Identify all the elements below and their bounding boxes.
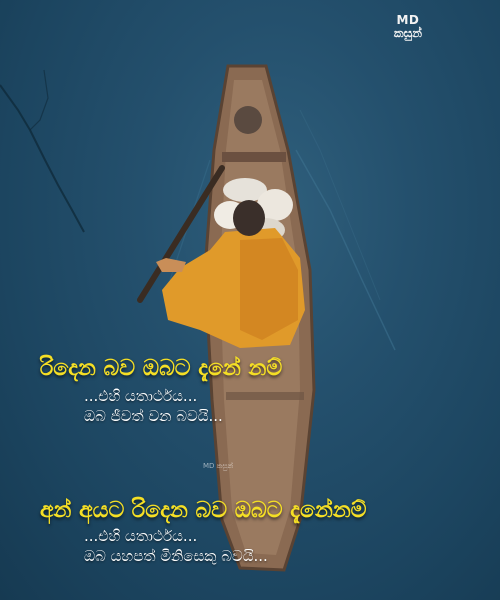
quote-2-line2: ඔබ යහපත් මිනිසෙකු බවයි... (84, 547, 268, 565)
quote-1-line2: ඔබ ජීවත් වන බවයි... (84, 407, 223, 425)
watermark (394, 14, 422, 39)
quote-block-2 (40, 498, 367, 565)
watermark-line2: කසුන් (393, 25, 422, 40)
quote-1-line1: ...එහි යතාර්ථය... (84, 387, 198, 405)
quote-1-headline: රිදෙන බව ඔබට දැනේ නම් (40, 356, 283, 381)
center-watermark: MD කසුන් (203, 462, 234, 470)
quote-2-headline: අන් අයට රිදෙන බව ඔබට දැනේනම් (40, 498, 367, 523)
watermark-line1: MD (396, 13, 420, 27)
quote-2-line1: ...එහි යතාර්ථය... (84, 527, 198, 545)
quote-block-1 (40, 356, 282, 425)
